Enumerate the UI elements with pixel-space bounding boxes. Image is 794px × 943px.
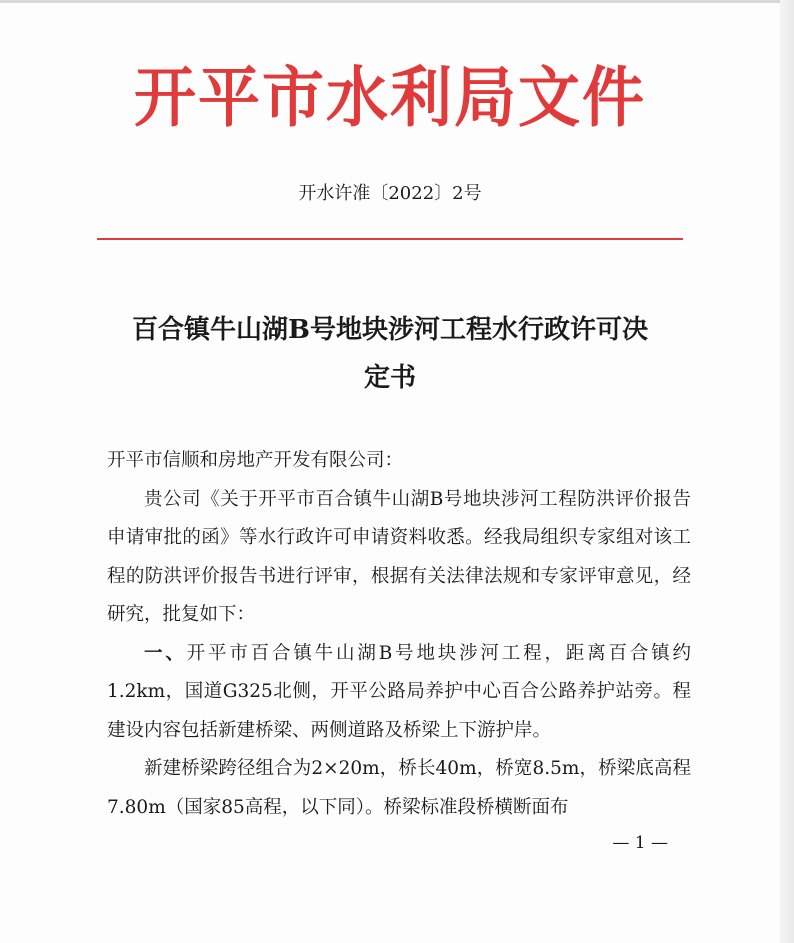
document-title-line-2: 定书 (363, 363, 416, 393)
paragraph-2-lead: 一、 (144, 642, 187, 664)
document-title (0, 306, 780, 402)
document-title-line-1: 百合镇牛山湖B号地块涉河工程水行政许可决 (132, 315, 648, 345)
addressee: 开平市信顺和房地产开发有限公司： (107, 450, 404, 471)
document-number: 开水许准〔2022〕2号 (298, 183, 482, 204)
paragraph-1: 贵公司《关于开平市百合镇牛山湖B号地块涉河工程防洪评价报告申请审批的函》等水行政许可申请资料收悉。经我局组织专家组对该工程的防洪评价报告书进行评审，根据有关法律法规和专家评审意见，经研究，批复如下： (107, 488, 691, 625)
page-number-footer (0, 832, 780, 854)
document-body (107, 442, 691, 827)
paragraph-3: 新建桥梁跨径组合为2×20m，桥长40m，桥宽8.5m，桥梁底高程7.80m（国家85高程，以下同）。桥梁标准段桥横断面布 (107, 758, 691, 818)
scan-edge-right (780, 0, 794, 943)
scan-edge-top (0, 0, 794, 3)
page-number: — 1 — (612, 833, 668, 853)
paragraph-2-text: 开平市百合镇牛山湖B号地块涉河工程，距离百合镇约1.2km，国道G325北侧，开平公路局养护中心百合公路养护站旁。程建设内容包括新建桥梁、两侧道路及桥梁上下游护岸。 (107, 642, 691, 741)
red-divider-line (97, 238, 683, 240)
paragraph-2 (107, 635, 691, 751)
org-header-title: 开平市水利局文件 (133, 59, 646, 136)
